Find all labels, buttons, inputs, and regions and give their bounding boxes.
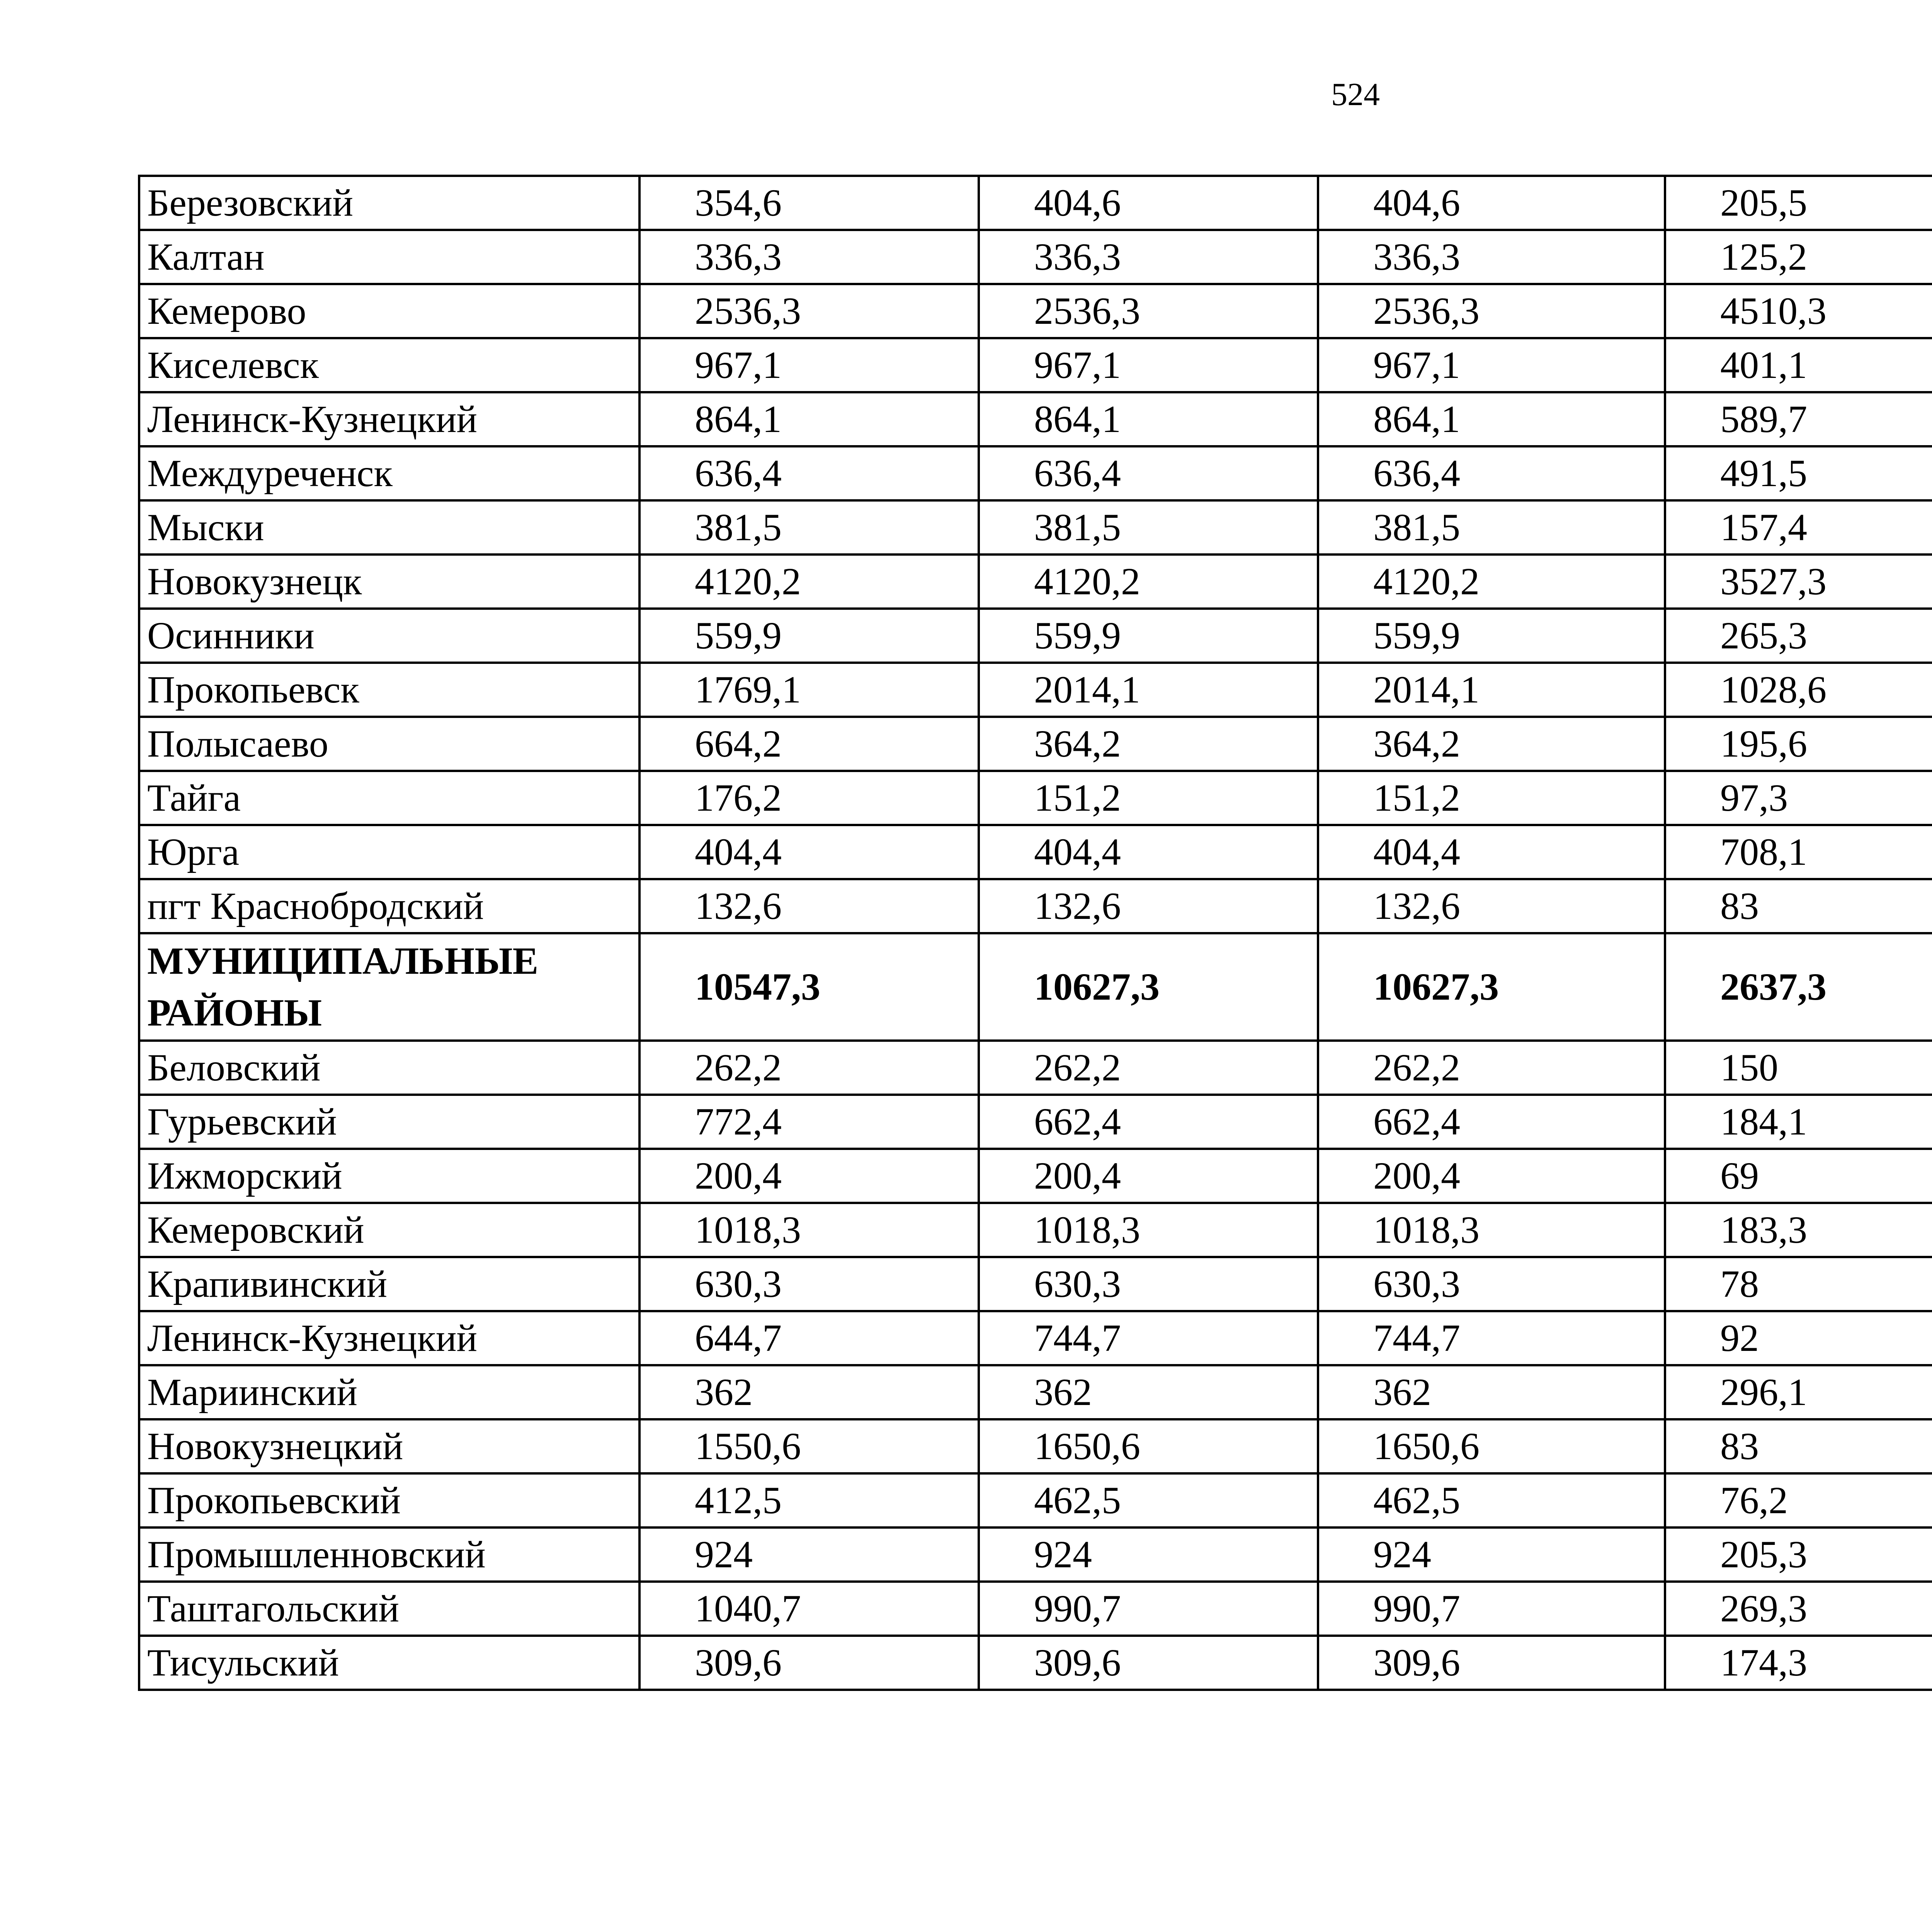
table-row xyxy=(139,1203,1932,1257)
cell-col-1: 559,9 xyxy=(639,609,979,663)
cell-col-1: 630,3 xyxy=(639,1257,979,1311)
cell-col-3: 2014,1 xyxy=(1318,663,1665,717)
cell-col-2: 362 xyxy=(979,1365,1318,1419)
row-name: Ижморский xyxy=(139,1149,639,1203)
cell-col-1: 404,4 xyxy=(639,825,979,879)
cell-col-3: 559,9 xyxy=(1318,609,1665,663)
table-row xyxy=(139,1041,1932,1095)
cell-col-2: 336,3 xyxy=(979,230,1318,284)
row-name: Киселевск xyxy=(139,338,639,392)
table-row xyxy=(139,825,1932,879)
cell-col-3: 381,5 xyxy=(1318,500,1665,555)
cell-col-2: 262,2 xyxy=(979,1041,1318,1095)
cell-col-3: 924 xyxy=(1318,1527,1665,1582)
row-name: Прокопьевск xyxy=(139,663,639,717)
cell-col-3: 462,5 xyxy=(1318,1473,1665,1527)
row-name: Беловский xyxy=(139,1041,639,1095)
row-name: Новокузнецкий xyxy=(139,1419,639,1473)
table-row xyxy=(139,1365,1932,1419)
cell-col-2: 2014,1 xyxy=(979,663,1318,717)
cell-col-2: 462,5 xyxy=(979,1473,1318,1527)
cell-col-1: 4120,2 xyxy=(639,555,979,609)
cell-col-2: 559,9 xyxy=(979,609,1318,663)
row-name: Ленинск-Кузнецкий xyxy=(139,392,639,446)
row-name: Тисульский xyxy=(139,1636,639,1690)
cell-col-2: 404,6 xyxy=(979,176,1318,230)
cell-col-3: 309,6 xyxy=(1318,1636,1665,1690)
table-row xyxy=(139,1527,1932,1582)
table-row xyxy=(139,1257,1932,1311)
cell-col-3: 364,2 xyxy=(1318,717,1665,771)
cell-col-2: 381,5 xyxy=(979,500,1318,555)
cell-col-4: 125,2 xyxy=(1665,230,1932,284)
cell-col-4: 4510,3 xyxy=(1665,284,1932,338)
cell-col-1: 1550,6 xyxy=(639,1419,979,1473)
cell-col-3: 744,7 xyxy=(1318,1311,1665,1365)
cell-col-1: 336,3 xyxy=(639,230,979,284)
cell-col-2: 662,4 xyxy=(979,1095,1318,1149)
row-name: Тайга xyxy=(139,771,639,825)
row-name: Кемерово xyxy=(139,284,639,338)
cell-col-4: 3527,3 xyxy=(1665,555,1932,609)
table-row xyxy=(139,717,1932,771)
cell-col-1: 772,4 xyxy=(639,1095,979,1149)
cell-col-4: 205,3 xyxy=(1665,1527,1932,1582)
cell-col-1: 864,1 xyxy=(639,392,979,446)
cell-col-1: 1769,1 xyxy=(639,663,979,717)
cell-col-4: 708,1 xyxy=(1665,825,1932,879)
cell-col-3: 10627,3 xyxy=(1318,933,1665,1041)
cell-col-4: 2637,3 xyxy=(1665,933,1932,1041)
cell-col-3: 630,3 xyxy=(1318,1257,1665,1311)
row-name: Промышленновский xyxy=(139,1527,639,1582)
cell-col-3: 864,1 xyxy=(1318,392,1665,446)
row-name: Полысаево xyxy=(139,717,639,771)
cell-col-3: 151,2 xyxy=(1318,771,1665,825)
table-row xyxy=(139,609,1932,663)
cell-col-3: 362 xyxy=(1318,1365,1665,1419)
cell-col-2: 4120,2 xyxy=(979,555,1318,609)
cell-col-3: 1650,6 xyxy=(1318,1419,1665,1473)
cell-col-3: 336,3 xyxy=(1318,230,1665,284)
cell-col-4: 174,3 xyxy=(1665,1636,1932,1690)
cell-col-1: 176,2 xyxy=(639,771,979,825)
cell-col-1: 1040,7 xyxy=(639,1582,979,1636)
cell-col-4: 195,6 xyxy=(1665,717,1932,771)
cell-col-3: 662,4 xyxy=(1318,1095,1665,1149)
row-name: Ленинск-Кузнецкий xyxy=(139,1311,639,1365)
cell-col-1: 664,2 xyxy=(639,717,979,771)
cell-col-1: 354,6 xyxy=(639,176,979,230)
cell-col-4: 78 xyxy=(1665,1257,1932,1311)
row-name: Калтан xyxy=(139,230,639,284)
cell-col-1: 924 xyxy=(639,1527,979,1582)
table-row xyxy=(139,284,1932,338)
row-name: Новокузнецк xyxy=(139,555,639,609)
cell-col-1: 200,4 xyxy=(639,1149,979,1203)
cell-col-4: 265,3 xyxy=(1665,609,1932,663)
cell-col-2: 132,6 xyxy=(979,879,1318,933)
cell-col-3: 262,2 xyxy=(1318,1041,1665,1095)
cell-col-1: 636,4 xyxy=(639,446,979,500)
cell-col-3: 636,4 xyxy=(1318,446,1665,500)
cell-col-1: 1018,3 xyxy=(639,1203,979,1257)
cell-col-1: 412,5 xyxy=(639,1473,979,1527)
table-row xyxy=(139,392,1932,446)
cell-col-2: 364,2 xyxy=(979,717,1318,771)
cell-col-4: 184,1 xyxy=(1665,1095,1932,1149)
cell-col-4: 69 xyxy=(1665,1149,1932,1203)
cell-col-1: 362 xyxy=(639,1365,979,1419)
cell-col-3: 2536,3 xyxy=(1318,284,1665,338)
table-row xyxy=(139,771,1932,825)
cell-col-1: 309,6 xyxy=(639,1636,979,1690)
cell-col-2: 630,3 xyxy=(979,1257,1318,1311)
cell-col-4: 183,3 xyxy=(1665,1203,1932,1257)
cell-col-1: 644,7 xyxy=(639,1311,979,1365)
table-row xyxy=(139,879,1932,933)
cell-col-4: 205,5 xyxy=(1665,176,1932,230)
table-row xyxy=(139,663,1932,717)
cell-col-1: 262,2 xyxy=(639,1041,979,1095)
cell-col-1: 967,1 xyxy=(639,338,979,392)
table-body xyxy=(139,176,1932,1690)
cell-col-1: 132,6 xyxy=(639,879,979,933)
table-row xyxy=(139,500,1932,555)
row-name: Прокопьевский xyxy=(139,1473,639,1527)
cell-col-4: 296,1 xyxy=(1665,1365,1932,1419)
table-row xyxy=(139,1311,1932,1365)
cell-col-2: 990,7 xyxy=(979,1582,1318,1636)
cell-col-2: 744,7 xyxy=(979,1311,1318,1365)
table-row xyxy=(139,555,1932,609)
cell-col-3: 1018,3 xyxy=(1318,1203,1665,1257)
row-name: Крапивинский xyxy=(139,1257,639,1311)
section-name: МУНИЦИПАЛЬНЫЕ РАЙОНЫ xyxy=(139,933,639,1041)
row-name: Междуреченск xyxy=(139,446,639,500)
cell-col-4: 269,3 xyxy=(1665,1582,1932,1636)
table-row xyxy=(139,1149,1932,1203)
table-row xyxy=(139,176,1932,230)
cell-col-1: 2536,3 xyxy=(639,284,979,338)
cell-col-4: 92 xyxy=(1665,1311,1932,1365)
cell-col-4: 589,7 xyxy=(1665,392,1932,446)
table-row xyxy=(139,1582,1932,1636)
cell-col-4: 83 xyxy=(1665,1419,1932,1473)
cell-col-4: 150 xyxy=(1665,1041,1932,1095)
cell-col-2: 10627,3 xyxy=(979,933,1318,1041)
row-name: Березовский xyxy=(139,176,639,230)
cell-col-3: 132,6 xyxy=(1318,879,1665,933)
table-row xyxy=(139,1636,1932,1690)
cell-col-4: 83 xyxy=(1665,879,1932,933)
table-row xyxy=(139,1095,1932,1149)
cell-col-1: 10547,3 xyxy=(639,933,979,1041)
cell-col-3: 200,4 xyxy=(1318,1149,1665,1203)
table-row xyxy=(139,1473,1932,1527)
cell-col-2: 309,6 xyxy=(979,1636,1318,1690)
data-table xyxy=(138,175,1932,1691)
cell-col-2: 1018,3 xyxy=(979,1203,1318,1257)
section-total-row xyxy=(139,933,1932,1041)
row-name: Осинники xyxy=(139,609,639,663)
table-row xyxy=(139,230,1932,284)
cell-col-3: 404,6 xyxy=(1318,176,1665,230)
cell-col-4: 491,5 xyxy=(1665,446,1932,500)
cell-col-3: 990,7 xyxy=(1318,1582,1665,1636)
cell-col-2: 200,4 xyxy=(979,1149,1318,1203)
cell-col-2: 1650,6 xyxy=(979,1419,1318,1473)
cell-col-4: 97,3 xyxy=(1665,771,1932,825)
table-row xyxy=(139,338,1932,392)
cell-col-2: 151,2 xyxy=(979,771,1318,825)
cell-col-2: 2536,3 xyxy=(979,284,1318,338)
row-name: Кемеровский xyxy=(139,1203,639,1257)
cell-col-1: 381,5 xyxy=(639,500,979,555)
row-name: Мариинский xyxy=(139,1365,639,1419)
row-name: пгт Краснобродский xyxy=(139,879,639,933)
cell-col-4: 1028,6 xyxy=(1665,663,1932,717)
cell-col-2: 967,1 xyxy=(979,338,1318,392)
row-name: Гурьевский xyxy=(139,1095,639,1149)
row-name: Таштагольский xyxy=(139,1582,639,1636)
table-row xyxy=(139,1419,1932,1473)
cell-col-4: 401,1 xyxy=(1665,338,1932,392)
row-name: Мыски xyxy=(139,500,639,555)
row-name: Юрга xyxy=(139,825,639,879)
cell-col-2: 864,1 xyxy=(979,392,1318,446)
cell-col-2: 924 xyxy=(979,1527,1318,1582)
cell-col-3: 967,1 xyxy=(1318,338,1665,392)
cell-col-4: 76,2 xyxy=(1665,1473,1932,1527)
cell-col-2: 636,4 xyxy=(979,446,1318,500)
cell-col-3: 404,4 xyxy=(1318,825,1665,879)
cell-col-4: 157,4 xyxy=(1665,500,1932,555)
table-row xyxy=(139,446,1932,500)
cell-col-3: 4120,2 xyxy=(1318,555,1665,609)
cell-col-2: 404,4 xyxy=(979,825,1318,879)
page-number: 524 xyxy=(1331,77,1380,112)
